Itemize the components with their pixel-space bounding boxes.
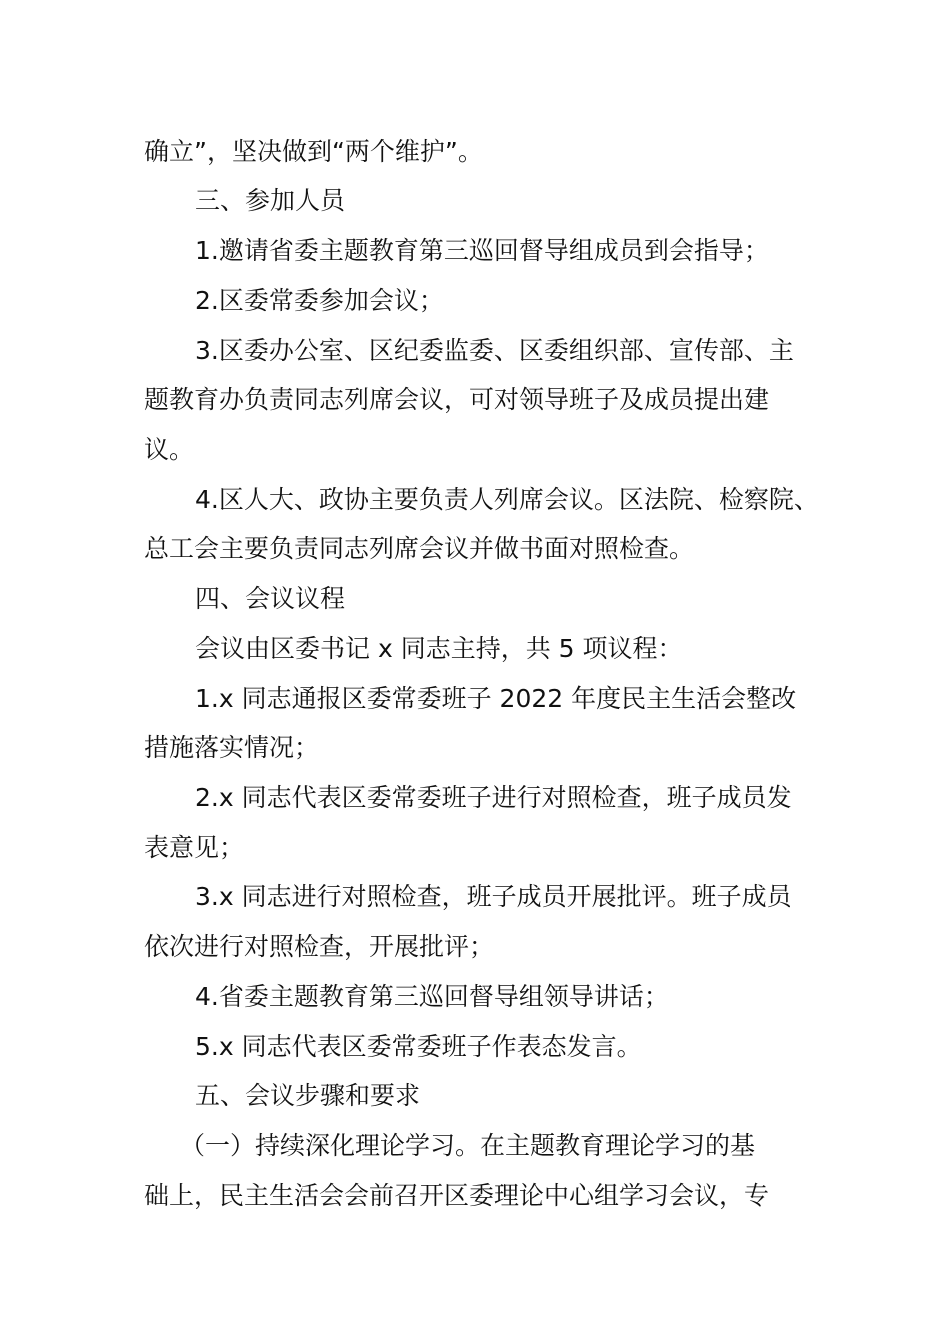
agenda-intro: 会议由区委书记 x 同志主持，共 5 项议程： [195, 634, 683, 663]
agenda-item-2-cont: 表意见； [144, 833, 245, 862]
attendee-item-1: 1.邀请省委主题教育第三巡回督导组成员到会指导； [195, 236, 769, 265]
attendee-item-4-cont: 总工会主要负责同志列席会议并做书面对照检查。 [144, 534, 695, 563]
section-heading-steps: 五、会议步骤和要求 [195, 1081, 421, 1110]
agenda-item-1-cont: 措施落实情况； [144, 733, 320, 762]
agenda-item-3: 3.x 同志进行对照检查，班子成员开展批评。班子成员 [195, 882, 792, 911]
agenda-item-5: 5.x 同志代表区委常委班子作表态发言。 [195, 1032, 642, 1061]
step-item-1: （一）持续深化理论学习。在主题教育理论学习的基 [180, 1131, 756, 1160]
step-item-1-cont: 础上，民主生活会会前召开区委理论中心组学习会议，专 [144, 1181, 770, 1210]
agenda-item-3-cont: 依次进行对照检查，开展批评； [144, 932, 495, 961]
attendee-item-2: 2.区委常委参加会议； [195, 286, 444, 315]
attendee-item-3: 3.区委办公室、区纪委监委、区委组织部、宣传部、主 [195, 336, 794, 365]
agenda-item-1: 1.x 同志通报区委常委班子 2022 年度民主生活会整改 [195, 684, 797, 713]
attendee-item-4: 4.区人大、政协主要负责人列席会议。区法院、检察院、 [195, 485, 819, 514]
section-heading-agenda: 四、会议议程 [195, 584, 346, 613]
attendee-item-3-cont: 议。 [144, 435, 195, 464]
agenda-item-2: 2.x 同志代表区委常委班子进行对照检查，班子成员发 [195, 783, 792, 812]
attendee-item-3-cont: 题教育办负责同志列席会议，可对领导班子及成员提出建 [144, 385, 770, 414]
section-heading-attendees: 三、参加人员 [195, 186, 346, 215]
agenda-item-4: 4.省委主题教育第三巡回督导组领导讲话； [195, 982, 669, 1011]
text-line-continuation: 确立”，坚决做到“两个维护”。 [144, 137, 483, 166]
